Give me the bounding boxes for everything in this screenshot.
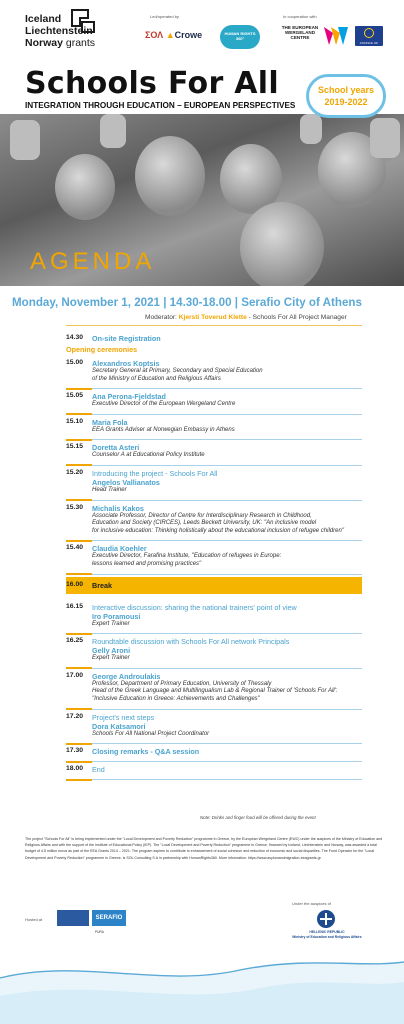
agenda-item: 17.30 Closing remarks - Q&A session — [66, 744, 362, 762]
agenda-heading: AGENDA — [30, 248, 156, 275]
agenda-item: 17.20 Project's next steps Dora Katsamori Schools For All National Project Coordinator — [66, 710, 362, 745]
agenda-item: 15.15 Doretta Asteri Counselor A at Educational Policy Institute — [66, 440, 362, 466]
agenda-item-break: 16.00 Break — [66, 577, 362, 594]
divider — [66, 325, 362, 326]
moderator-line: Moderator: Kjersti Toverud Klette - Schools For All Project Manager — [145, 314, 347, 321]
eea-grants-logo: Iceland Liechtenstein Norway grants — [25, 13, 96, 49]
moderator-name: Kjersti Toverud Klette — [178, 314, 247, 321]
agenda-item: 15.40 Claudia Koehler Executive Director, Farafina Institute, "Education of refugees in Europe: lessons learned and promising practices" — [66, 541, 362, 574]
funding-fine-print: The project "Schools For All" is being implemented under the "Local Development and Poverty Reduction" programme in Greece, by the European Wergeland Centre (EWC) under the auspices of the Ministry of Education and Religious Affairs and with the support of the Institute of Educational Policy (IEP). The "Local Development and Poverty Reduction" programme in Greece, financed by Iceland, Liechtenstein and Norway, was awarded a total budget of 4.5 million euros as part of the EEA Grants 2014 – 2021. The program aspires to contribute to enhancement of social cohesion and reduction of economic and social disparities. The Fund Operator for the "Local Development and Poverty Reduction" programme in Greece, is SOL Consulting S.A in partnership with HumanRights360. More information: https://www.asylumandmigration-eeagrants.gr — [25, 837, 383, 860]
hosted-at-label: Hosted at — [25, 917, 43, 922]
event-date-line: Monday, November 1, 2021 | 14.30-18.00 | Serafio City of Athens — [12, 296, 362, 309]
ministry-logo-text: HELLENIC REPUBLIC Ministry of Education and Religious Affairs — [292, 930, 362, 939]
school-years-badge: School years 2019-2022 — [306, 74, 386, 118]
page-subtitle: INTEGRATION THROUGH EDUCATION – EUROPEAN PERSPECTIVES — [25, 101, 296, 110]
agenda-item: 16.15 Interactive discussion: sharing the national trainers' point of view Iro Poramousi Expert Trainer — [66, 600, 362, 635]
in-cooperation-label: In cooperation with — [283, 14, 317, 19]
council-of-europe-star-icon — [355, 26, 383, 40]
section-heading-opening: Opening ceremonies — [66, 345, 138, 354]
agenda-item: 14.30 On-site Registration — [66, 334, 161, 343]
agenda-item: 16.25 Roundtable discussion with Schools For All network Principals Gelly Aroni Expert Trainer — [66, 634, 362, 669]
agenda-item: 17.00 George Androulakis Professor, Department of Primary Education, University of Thessaly Head of the Greek Language and Multilingualism Lab & Regional Trainer of 'Schools For All': "Inclusive Education in Greece: Achievements and Challenges" — [66, 669, 362, 710]
eea-grants-mark-icon — [70, 8, 96, 34]
serafio-logo: SERAFIO — [92, 910, 126, 926]
auspices-label: Under the auspices of — [292, 901, 331, 906]
sola-crowe-logo: ΣΟΛ ▲Crowe — [145, 30, 203, 40]
page-title: Schools For All — [25, 66, 279, 101]
agenda-item: 18.00 End — [66, 762, 362, 780]
catering-note: Note: Drinks and finger food will be offered during the event — [200, 815, 316, 820]
header-logos: Iceland Liechtenstein Norway grants Led/operated by ΣΟΛ ▲Crowe HUMAN RIGHTS 360° In cooperation with THE EUROPEAN WERGELAND CENTRE COUNCIL OF EUROPE — [0, 0, 404, 58]
operated-by-label: Led/operated by — [150, 14, 179, 19]
city-of-athens-logo — [57, 910, 89, 926]
agenda-list — [66, 331, 362, 780]
agenda-item: 15.05 Ana Perona-Fjeldstad Executive Director of the European Wergeland Centre — [66, 389, 362, 415]
agenda-item: 15.20 Introducing the project - Schools For All Angelos Vallianatos Head Trainer — [66, 466, 362, 501]
agenda-item: 15.00 Alexandros Koptsis Secretary General at Primary, Secondary and Special Education of the Ministry of Education and Religious Affairs — [66, 356, 362, 389]
ewc-w-icon — [323, 25, 349, 47]
hellenic-republic-emblem-icon — [317, 910, 335, 928]
human-rights-360-logo: HUMAN RIGHTS 360° — [220, 25, 260, 49]
decorative-wave — [0, 948, 404, 1024]
partner-small-logos: PURA — [95, 930, 104, 934]
agenda-item: 15.30 Michalis Kakos Associate Professor, Director of Centre for Interdisciplinary Research in Childhood, Education and Society (CIRCES), Leeds Beckett University, UK: "An inclusive model for inclusive education: Thinking holistically about the educational inclusion of refugee children" — [66, 501, 362, 542]
agenda-item: 15.10 Maria Fola EEA Grants Adviser at Norwegian Embassy in Athens — [66, 415, 362, 441]
ewc-logo-text: THE EUROPEAN WERGELAND CENTRE — [281, 25, 319, 41]
